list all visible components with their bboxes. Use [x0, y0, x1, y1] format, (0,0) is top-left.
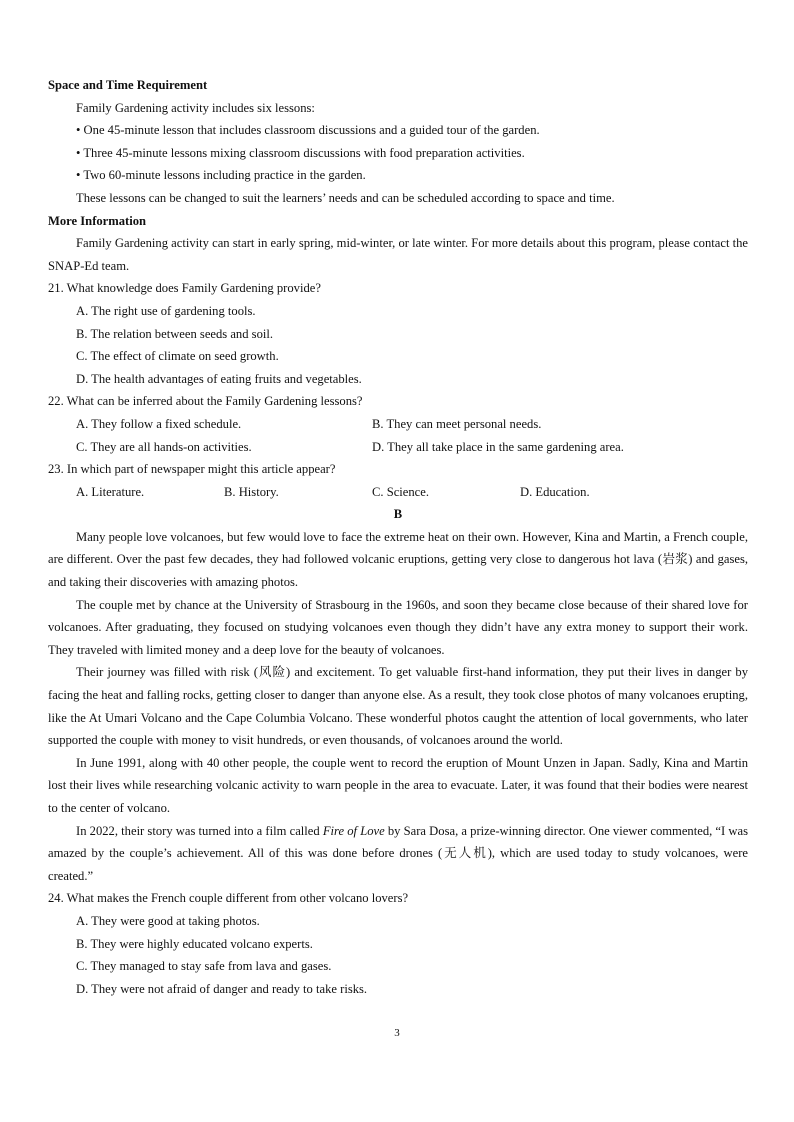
- question-24-option: B. They were highly educated volcano experts.: [76, 936, 313, 951]
- question-21-option: A. The right use of gardening tools.: [76, 303, 256, 318]
- space-time-intro: Family Gardening activity includes six lessons:: [76, 100, 315, 115]
- question-23-option: D. Education.: [520, 484, 590, 499]
- passage-paragraph: Many people love volcanoes, but few would love to face the extreme heat on their own. However, Kina and Martin, a French couple, are different. Over the past few decades, they had followed volcanic eruptions, getting very close to dangerous hot lava (岩浆) and gases, and taking their discoveries with amazing photos.: [48, 529, 748, 590]
- passage-paragraph: In June 1991, along with 40 other people, the couple went to record the eruption of Mount Unzen in Japan. Sadly, Kina and Martin lost their lives while researching volcanic activity to warn people in the area to evacuate. Later, it was found that their bodies were nearest to the center of volcano.: [48, 755, 748, 815]
- passage-paragraph: The couple met by chance at the University of Strasbourg in the 1960s, and soon they became close because of their shared love for volcanoes. After graduating, they focused on studying volcanoes even though they didn’t have any extra money to support their work. They traveled with limited money and a deep love for the beauty of volcanoes.: [48, 597, 748, 657]
- passage-paragraph: Their journey was filled with risk (风险) and excitement. To get valuable first-hand information, they put their lives in danger by facing the heat and falling rocks, getting closer to danger than anyone else. As a result, they took close photos of many volcanoes erupting, like the At Umari Volcano and the Cape Columbia Volcano. These wonderful photos caught the attention of local governments, who later supported the couple with money to visit hundreds, or even thousands, of volcanoes around the world.: [48, 665, 748, 748]
- question-21-option: C. The effect of climate on seed growth.: [76, 349, 279, 364]
- space-time-heading: Space and Time Requirement: [48, 78, 208, 92]
- more-info-heading: More Information: [48, 213, 147, 228]
- page-number: 3: [394, 1027, 400, 1039]
- question-24-option: D. They were not afraid of danger and ready to take risks.: [76, 981, 368, 996]
- document-page: [48, 74, 748, 1000]
- passage-paragraph: [48, 820, 748, 888]
- question-22-option: A. They follow a fixed schedule.: [76, 416, 242, 431]
- question-22-option: B. They can meet personal needs.: [372, 416, 542, 431]
- space-time-note: These lessons can be changed to suit the learners’ needs and can be scheduled according to space and time.: [76, 190, 615, 205]
- question-22-option: C. They are all hands-on activities.: [76, 439, 252, 454]
- question-23-option: C. Science.: [372, 484, 430, 499]
- question-24-option: C. They managed to stay safe from lava and gases.: [76, 959, 332, 974]
- question-22-stem: 22. What can be inferred about the Family Gardening lessons?: [48, 394, 363, 409]
- question-23-options-row: [48, 481, 748, 504]
- question-21-option: D. The health advantages of eating fruits and vegetables.: [76, 371, 362, 386]
- question-21-option: B. The relation between seeds and soil.: [76, 326, 274, 341]
- question-24-stem: 24. What makes the French couple different from other volcano lovers?: [48, 891, 409, 906]
- question-22-options-row: [48, 436, 748, 459]
- question-23-option: B. History.: [224, 484, 279, 499]
- question-21-stem: 21. What knowledge does Family Gardening provide?: [48, 281, 321, 296]
- lesson-bullet: • Three 45-minute lessons mixing classroom discussions with food preparation activities.: [76, 145, 525, 160]
- paragraph-text: by Sara Dosa, a prize-winning director. One viewer commented, “I was amazed by the couple’s achievement. All of this was done before drones (无人机), which are used today to study volcanoes, were created.”: [48, 823, 748, 883]
- film-title: Fire of Love: [322, 823, 385, 838]
- section-b-label: B: [393, 507, 403, 522]
- more-info-text: Family Gardening activity can start in early spring, mid-winter, or late winter. For more details about this program, please contact the SNAP-Ed team.: [48, 236, 748, 273]
- question-22-options-row: [48, 413, 748, 436]
- question-23-option: A. Literature.: [76, 484, 145, 499]
- lesson-bullet: • One 45-minute lesson that includes classroom discussions and a guided tour of the garden.: [76, 123, 540, 138]
- lesson-bullet: • Two 60-minute lessons including practice in the garden.: [76, 168, 366, 183]
- question-23-stem: 23. In which part of newspaper might this article appear?: [48, 462, 336, 477]
- question-22-option: D. They all take place in the same gardening area.: [372, 439, 624, 454]
- paragraph-text: In 2022, their story was turned into a film called: [76, 823, 323, 838]
- question-24-option: A. They were good at taking photos.: [76, 913, 260, 928]
